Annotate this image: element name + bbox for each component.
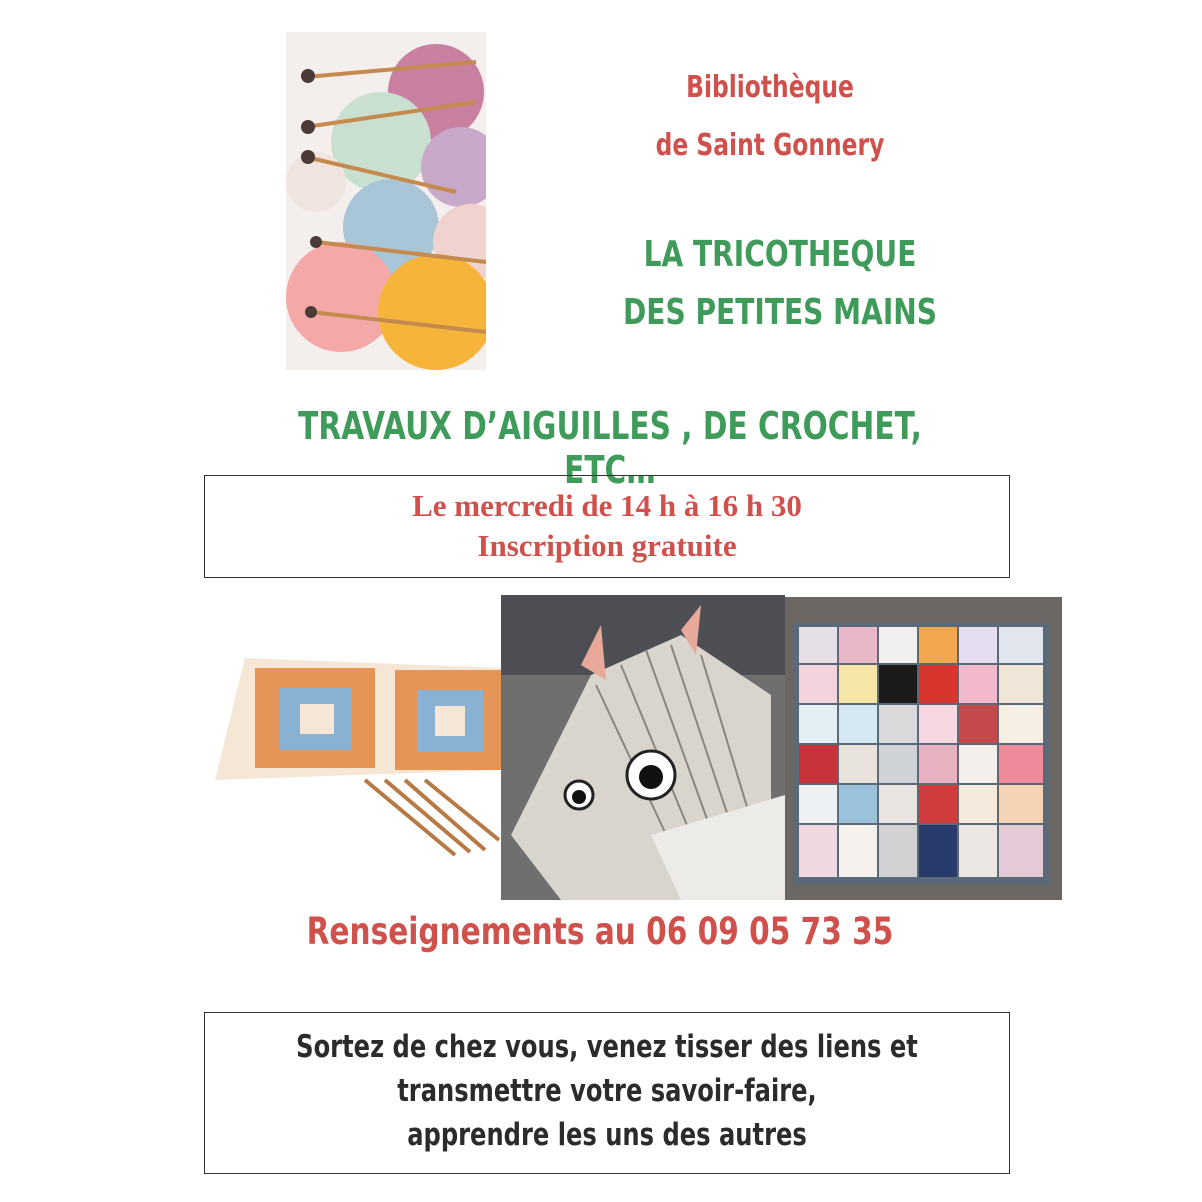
- library-name-line1: Bibliothèque: [686, 70, 854, 105]
- slogan-line2: transmettre votre savoir-faire,: [397, 1073, 817, 1109]
- yarn-balls-photo: [286, 32, 486, 370]
- patchwork-quilt-photo: [785, 597, 1062, 900]
- library-name-line2: de Saint Gonnery: [655, 128, 885, 163]
- registration-note: Inscription gratuite: [477, 528, 737, 563]
- activities-subtitle: TRAVAUX D’AIGUILLES , DE CROCHET, ETC…: [298, 404, 922, 492]
- contact-phone: Renseignements au 06 09 05 73 35: [306, 910, 894, 953]
- slogan-line1: Sortez de chez vous, venez tisser des liens et: [296, 1029, 918, 1065]
- folded-book-hedgehog-photo: [501, 595, 785, 900]
- title-line1: LA TRICOTHEQUE: [643, 234, 917, 275]
- slogan-line3: apprendre les uns des autres: [407, 1117, 807, 1153]
- schedule-box: [204, 475, 1010, 578]
- slogan-box: [204, 1012, 1010, 1174]
- crochet-granny-squares-photo: [205, 640, 501, 860]
- title-line2: DES PETITES MAINS: [622, 292, 938, 333]
- schedule-day-time: Le mercredi de 14 h à 16 h 30: [412, 488, 802, 523]
